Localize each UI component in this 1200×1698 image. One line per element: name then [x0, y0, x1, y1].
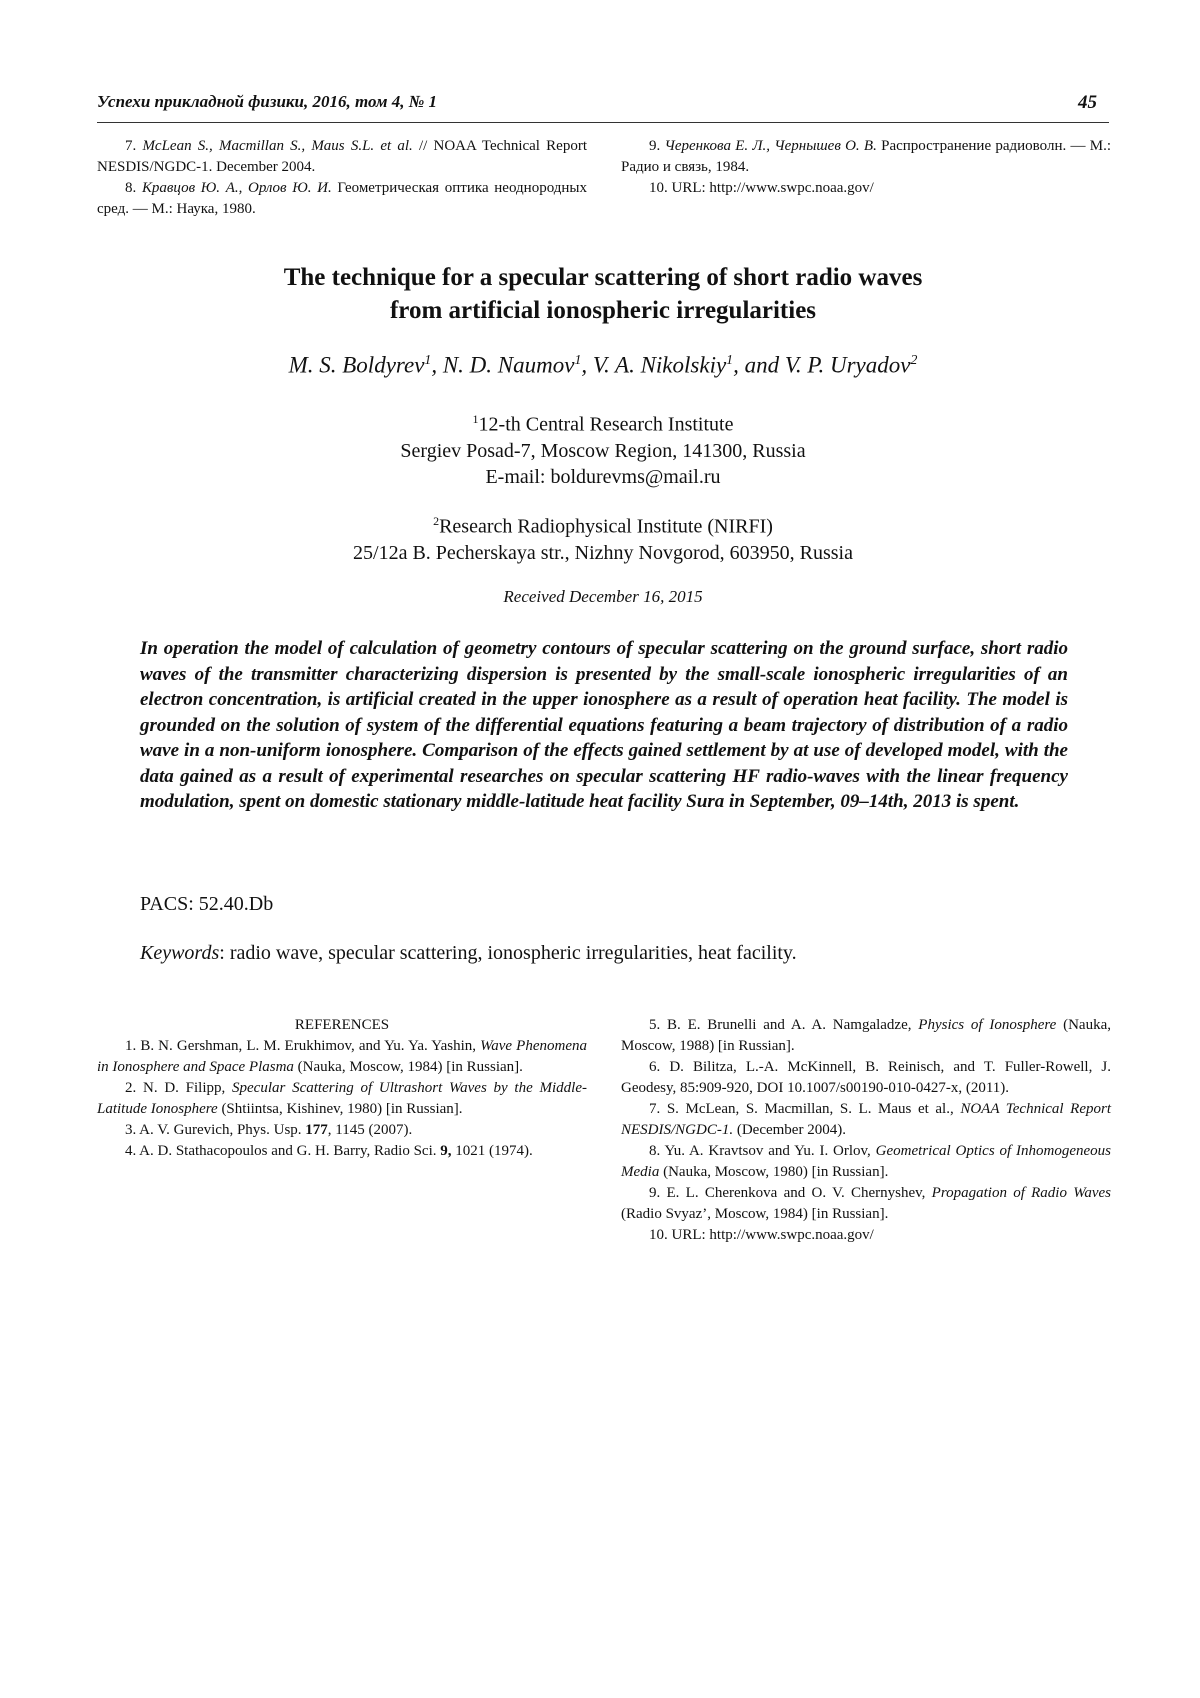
reference-item: 8. Кравцов Ю. А., Орлов Ю. И. Геометрическая оптика неоднородных сред. — М.: Наука, 1980.	[97, 180, 587, 217]
reference-item: 8. Yu. A. Kravtsov and Yu. I. Orlov, Geometrical Optics of Inhomogeneous Media (Nauka, Moscow, 1980) [in Russian].	[621, 1143, 1111, 1180]
keywords: Keywords: radio wave, specular scattering, ionospheric irregularities, heat facility.	[140, 942, 797, 964]
author-email: E-mail: boldurevms@mail.ru	[485, 465, 721, 488]
reference-item: 7. S. McLean, S. Macmillan, S. L. Maus et al., NOAA Technical Report NESDIS/NGDC-1. (December 2004).	[621, 1101, 1111, 1138]
reference-item: 3. A. V. Gurevich, Phys. Usp. 177, 1145 (2007).	[125, 1122, 413, 1138]
previous-article-references-left	[97, 136, 587, 220]
reference-item: 2. N. D. Filipp, Specular Scattering of Ultrashort Waves by the Middle-Latitude Ionosphere (Shtiintsa, Kishinev, 1980) [in Russian].	[97, 1080, 587, 1117]
reference-item: 1. B. N. Gershman, L. M. Erukhimov, and Yu. Ya. Yashin, Wave Phenomena in Ionosphere and Space Plasma (Nauka, Moscow, 1984) [in Russian].	[97, 1038, 587, 1075]
reference-item: 10. URL: http://www.swpc.noaa.gov/	[649, 1227, 874, 1243]
reference-item: 5. B. E. Brunelli and A. A. Namgaladze, Physics of Ionosphere (Nauka, Moscow, 1988) [in Russian].	[621, 1017, 1111, 1054]
references-right-column	[621, 1015, 1111, 1246]
author-name: V. A. Nikolskiy	[592, 352, 727, 378]
author-list: M. S. Boldyrev$^1$, N. D. Naumov$^1$, V. A. Nikolskiy$^1$, and V. P. Uryadov$^2$	[288, 352, 918, 378]
affiliation-1: $^1$12-th Central Research Institute Sergiev Posad-7, Moscow Region, 141300, Russia E-mail: boldurevms@mail.ru	[97, 406, 1109, 490]
reference-item: 7. McLean S., Macmillan S., Maus S.L. et al. // NOAA Technical Report NESDIS/NGDC-1. December 2004.	[97, 138, 587, 175]
received-date: Received December 16, 2015	[503, 587, 703, 606]
references-heading: REFERENCES	[294, 1017, 390, 1033]
reference-item: 9. Черенкова Е. Л., Чернышев О. В. Распространение радиоволн. — М.: Радио и связь, 1984.	[621, 138, 1111, 175]
running-header	[97, 88, 1109, 123]
author-name: V. P. Uryadov	[784, 352, 911, 378]
journal-name: Успехи прикладной физики, 2016, том 4, № 1	[97, 92, 438, 111]
article-title	[97, 261, 1109, 327]
pacs-code: PACS: 52.40.Db	[140, 893, 274, 915]
references-left-column	[97, 1015, 587, 1162]
reference-item: 4. A. D. Stathacopoulos and G. H. Barry, Radio Sci. 9, 1021 (1974).	[125, 1143, 533, 1159]
affiliation-2: $^2$Research Radiophysical Institute (NIRFI) 25/12a B. Pecherskaya str., Nizhny Novgorod, 603950, Russia	[353, 514, 853, 564]
page-number: 45	[1078, 92, 1097, 113]
reference-item: 10. URL: http://www.swpc.noaa.gov/	[649, 180, 874, 196]
title-line-2: from artificial ionospheric irregularities	[389, 297, 817, 324]
author-name: N. D. Naumov	[442, 352, 575, 378]
previous-article-references-right	[621, 136, 1111, 199]
title-line-1: The technique for a specular scattering of short radio waves	[283, 264, 923, 291]
author-name: M. S. Boldyrev	[288, 352, 425, 378]
abstract: In operation the model of calculation of geometry contours of specular scattering on the ground surface, short radio waves of the transmitter characterizing dispersion is presented by the small-scale ionospheric irregularities of an electron concentration, is artificial created in the upper ionosphere as a result of operation heat facility. The model is grounded on the solution of system of the differential equations featuring a beam trajectory of distribution of a radio wave in a non-uniform ionosphere. Comparison of the effects gained settlement by at use of developed model, with the data gained as a result of experimental researches on specular scattering HF radio-waves with the linear frequency modulation, spent on domestic stationary middle-latitude heat facility Sura in September, 09–14th, 2013 is spent.	[140, 638, 1068, 812]
reference-item: 6. D. Bilitza, L.-A. McKinnell, B. Reinisch, and T. Fuller-Rowell, J. Geodesy, 85:909-920, DOI 10.1007/s00190-010-0427-x, (2011).	[621, 1059, 1111, 1096]
keywords-label: Keywords	[140, 942, 220, 964]
reference-item: 9. E. L. Cherenkova and O. V. Chernyshev, Propagation of Radio Waves (Radio Svyaz’, Moscow, 1984) [in Russian].	[621, 1185, 1111, 1222]
